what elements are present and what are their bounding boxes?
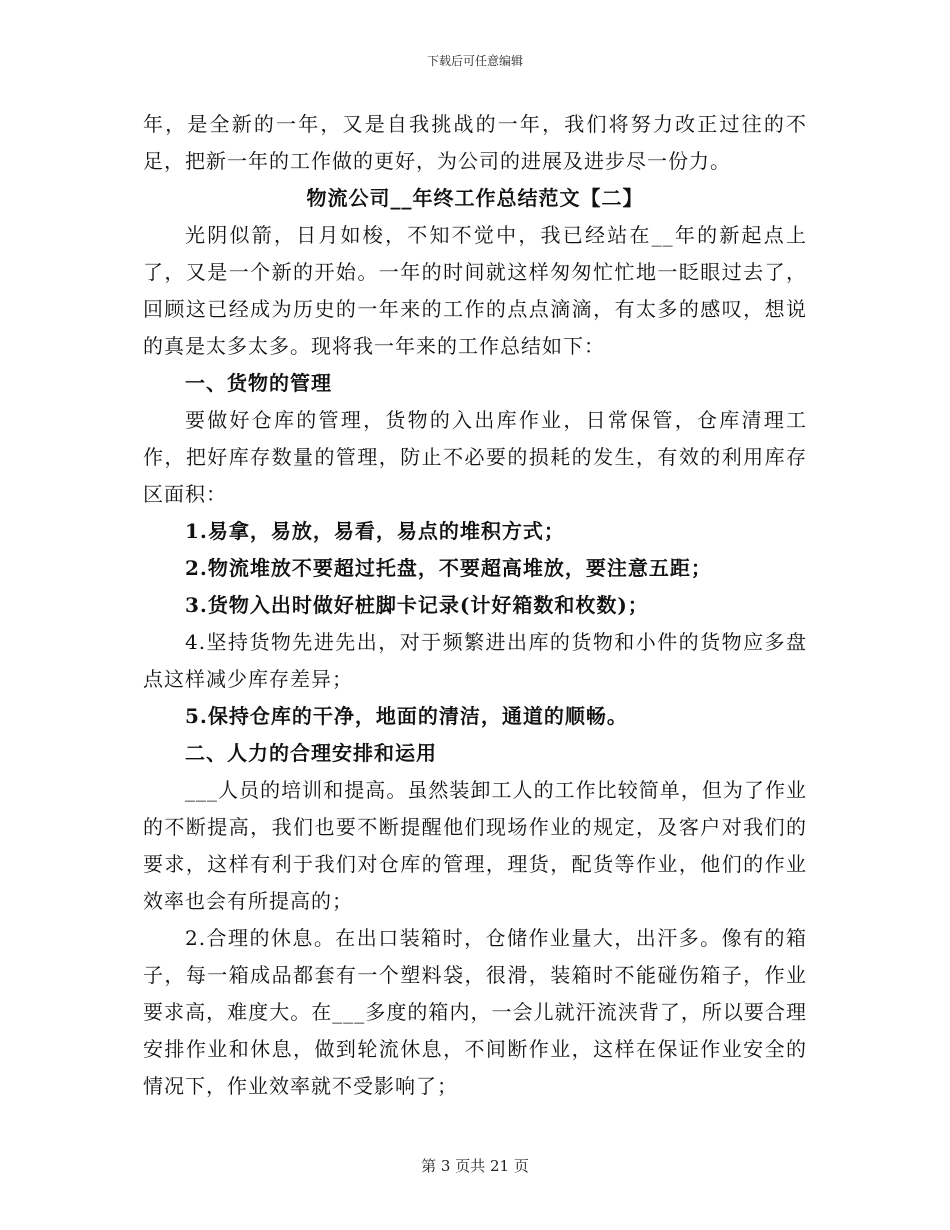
list-item-1: 1.易拿，易放，易看，易点的堆积方式； bbox=[185, 519, 565, 543]
list-item-4: 4.坚持货物先进先出，对于频繁进出库的货物和小件的货物应多盘点这样减少库存差异； bbox=[143, 630, 807, 691]
list-item-3: 3.货物入出时做好桩脚卡记录(计好箱数和枚数)； bbox=[185, 593, 649, 617]
document-body bbox=[143, 106, 807, 1105]
paragraph-training: ___人员的培训和提高。虽然装卸工人的工作比较简单，但为了作业的不断提高，我们也要不断提醒他们现场作业的规定，及客户对我们的要求，这样有利于我们对仓库的管理，理货，配货等作业，他们的作业效率也会有所提高的； bbox=[143, 778, 807, 913]
paragraph-rest: 2.合理的休息。在出口装箱时，仓储作业量大，出汗多。像有的箱子，每一箱成品都套有一个塑料袋，很滑，装箱时不能碰伤箱子，作业要求高，难度大。在___多度的箱内，一会儿就汗流浃背了，所以要合理安排作业和休息，做到轮流休息，不间断作业，这样在保证作业安全的情况下，作业效率就不受影响了； bbox=[143, 926, 807, 1098]
paragraph-intro: 光阴似箭，日月如梭，不知不觉中，我已经站在__年的新起点上了，又是一个新的开始。一年的时间就这样匆匆忙忙地一眨眼过去了，回顾这已经成为历史的一年来的工作的点点滴滴，有太多的感叹，想说的真是太多太多。现将我一年来的工作总结如下： bbox=[143, 223, 807, 358]
list-item-2: 2.物流堆放不要超过托盘，不要超高堆放，要注意五距； bbox=[185, 556, 712, 580]
paragraph-goods: 要做好仓库的管理，货物的入出库作业，日常保管，仓库清理工作，把好库存数量的管理，防止不必要的损耗的发生，有效的利用库存区面积： bbox=[143, 408, 807, 506]
section-title: 物流公司__年终工作总结范文【二】 bbox=[306, 186, 644, 210]
paragraph-continuation: 年，是全新的一年，又是自我挑战的一年，我们将努力改正过往的不足，把新一年的工作做的更好，为公司的进展及进步尽一份力。 bbox=[143, 112, 807, 173]
heading-manpower: 二、人力的合理安排和运用 bbox=[185, 741, 437, 765]
list-item-5: 5.保持仓库的干净，地面的清洁，通道的顺畅。 bbox=[185, 704, 628, 728]
page-number-footer: 第 3 页共 21 页 bbox=[421, 1157, 529, 1175]
heading-goods-management: 一、货物的管理 bbox=[185, 371, 332, 395]
page-header-note: 下载后可任意编辑 bbox=[426, 54, 523, 68]
